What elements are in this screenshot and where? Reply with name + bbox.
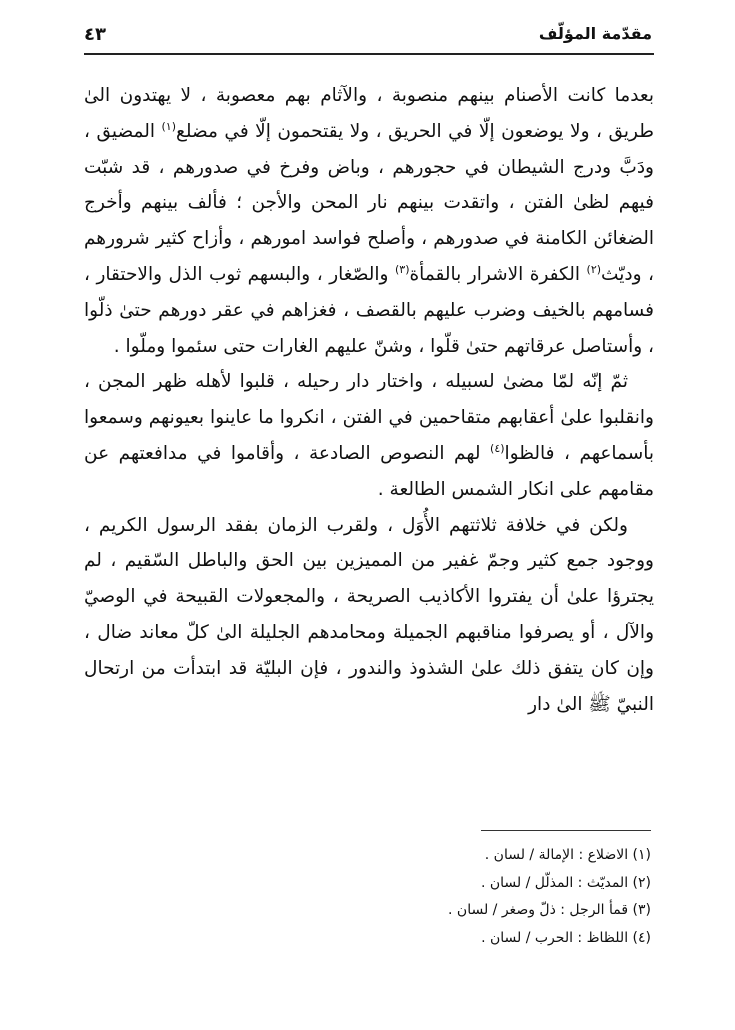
main-text <box>84 78 654 722</box>
paragraph <box>84 508 654 723</box>
text-run: ولكن في خلافة ثلاثتهم الأُوَل ، ولقرب الزمان بفقد الرسول الكريم ، ووجود جمع كثير وجمّ غفير من المميزين بين الحق والباطل السّقيم ، لم يجترؤا علىٰ أن يفتروا الأكاذيب الصريحة ، والمجعولات القبيحة في الوصيّ والآل ، أو يصرفوا مناقبهم الجميلة ومحامدهم الجليلة الىٰ كلّ معاند ضال ، وإن كان يتفق ذلك علىٰ الشذوذ والندور ، فإن البليّة قد ابتدأت من ارتحال النبيّ ﷺ الىٰ دار <box>84 514 654 715</box>
footnote-ref: (٤) <box>490 441 505 455</box>
text-run: الكفرة الاشرار بالقمأة <box>409 263 587 285</box>
text-run: لهم النصوص الصادعة ، وأقاموا في مدافعتهم عن مقامهم على انكار الشمس الطالعة . <box>84 442 654 500</box>
page-header <box>84 24 652 54</box>
text-run: المضيق ، ودَبَّ ودرج الشيطان في حجورهم ، وباض وفرخ في صدورهم ، قد شبّت فيهم لظىٰ الفتن ، واتقدت بينهم نار المحن والأجن ؛ فألف بينهم وأخرج الضغائن الكامنة في صدورهم ، وأصلح فواسد امورهم ، وأزاح كثير شرورهم ، وديّث <box>84 120 655 285</box>
footnote: (٣) قمأ الرجل : ذلّ وصغر / لسان . <box>448 902 651 918</box>
text-run: ثمّ إنّه لمّا مضىٰ لسبيله ، واختار دار رحيله ، قلبوا لأهله ظهر المجن ، وانقلبوا علىٰ أعقابهم متقاحمين في الفتن ، انكروا ما عاينوا بعيونهم وسمعوا بأسماعهم ، فالظوا <box>84 371 655 464</box>
chapter-title: مقدّمة المؤلّف <box>538 24 652 43</box>
footnote-ref: (١) <box>161 119 176 133</box>
header-divider <box>84 53 654 55</box>
footnote-ref: (٣) <box>394 262 410 276</box>
footnote: (٤) اللظاظ : الحرب / لسان . <box>481 929 651 946</box>
paragraph <box>84 364 654 507</box>
page-number: ٤٣ <box>84 24 106 45</box>
footnote-divider <box>481 830 651 831</box>
footnote: (٢) المديّث : المذلّل / لسان . <box>480 874 651 891</box>
footnote: (١) الاضلاع : الإمالة / لسان . <box>484 847 651 863</box>
text-run: بعدما كانت الأصنام بينهم منصوبة ، والآثام بهم معصوبة ، لا يهتدون الىٰ طريق ، ولا يوضعون إلّا في الحريق ، ولا يقتحمون إلّا في مضلع <box>84 85 654 142</box>
footnotes <box>81 842 651 952</box>
text-run: والصّغار ، والبسهم ثوب الذل والاحتقار ، فسامهم بالخيف وضرب عليهم بالقصف ، فغزاهم في عقر دورهم حتىٰ ذلّوا ، وأستاصل عرقاتهم حتىٰ قلّوا ، وشنّ عليهم الغارات حتى سئموا وملّوا . <box>84 263 654 357</box>
footnote-ref: (٢) <box>586 262 602 276</box>
paragraph <box>84 78 654 364</box>
